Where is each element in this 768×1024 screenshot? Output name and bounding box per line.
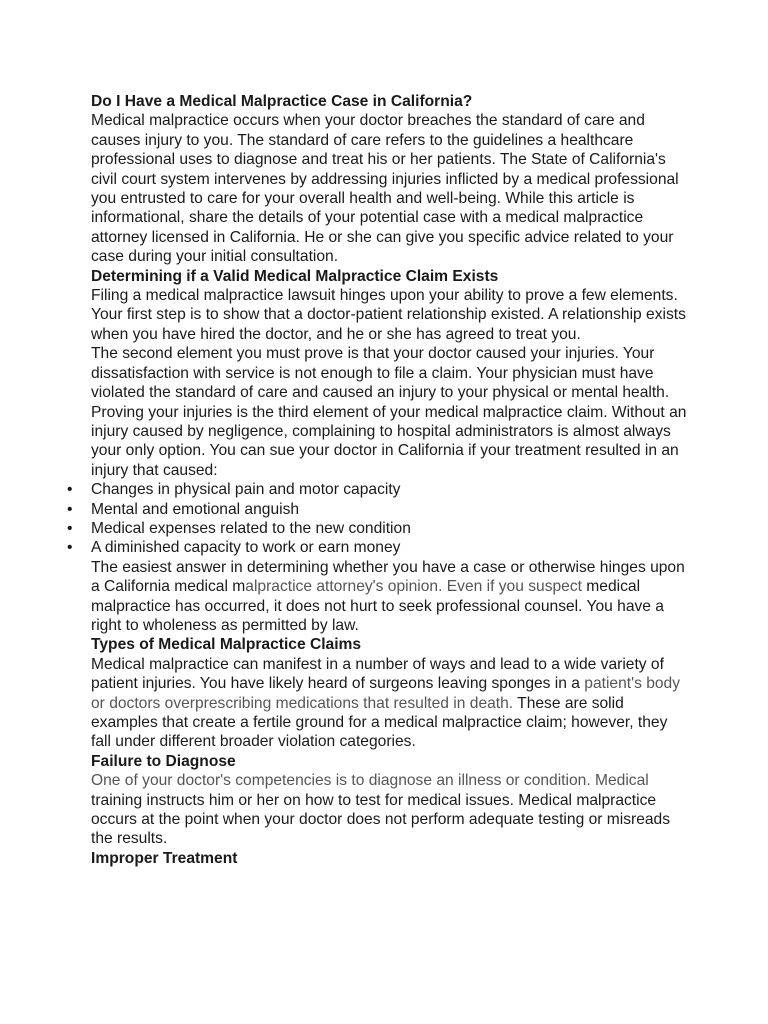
list-item: • Medical expenses related to the new condition: [91, 519, 691, 538]
text-segment-light: One of your doctor's competencies is to diagnose an illness or condition. Medical: [91, 772, 649, 790]
list-item: • A diminished capacity to work or earn money: [91, 538, 691, 557]
document-page: [91, 92, 691, 868]
list-item: • Changes in physical pain and motor capacity: [91, 480, 691, 499]
text-segment-light: patient's body or doctors overprescribing medications that resulted in death.: [91, 675, 681, 712]
paragraph-failure-to-diagnose: [91, 771, 691, 849]
paragraph-first-element: Filing a medical malpractice lawsuit hinges upon your ability to prove a few elements. Your first step is to show that a doctor-patient relationship existed. A relationship exists when you have hired the doctor, and he or she has agreed to treat you.: [91, 287, 686, 343]
injury-list: [91, 480, 691, 558]
paragraph-second-element: The second element you must prove is that your doctor caused your injuries. Your dissatisfaction with service is not enough to file a claim. Your physician must have violated the standard of care and caused an injury to your physical or mental health.: [91, 345, 670, 402]
text-segment: medical malpractice has occurred, it does not hurt to seek professional counsel. You have a right to wholeness as permitted by law.: [91, 578, 664, 634]
paragraph-types: [91, 655, 691, 752]
heading-improper-treatment: Improper Treatment: [91, 849, 238, 867]
text-segment: training instructs him or her on how to test for medical issues. Medical malpractice occurs at the point when your doctor does not perform adequate testing or misreads the results.: [91, 791, 671, 848]
heading-failure-to-diagnose: Failure to Diagnose: [91, 752, 236, 770]
text-segment: The easiest answer in determining whether you have a case or otherwise hinges upon a California medical m: [91, 558, 685, 596]
heading-types-of-claims: Types of Medical Malpractice Claims: [91, 636, 362, 654]
paragraph-intro: Medical malpractice occurs when your doctor breaches the standard of care and causes injury to you. The standard of care refers to the guidelines a healthcare professional uses to diagnose and treat his or her patients. The State of California's civil court system intervenes by addressing injuries inflicted by a medical professional you entrusted to care for your overall health and well-being. While this article is informational, share the details of your potential case with a medical malpractice attorney licensed in California. He or she can give you specific advice related to your case during your initial consultation.: [91, 112, 679, 266]
heading-valid-claim: Determining if a Valid Medical Malpractice Claim Exists: [91, 267, 499, 285]
heading-medical-malpractice-case: Do I Have a Medical Malpractice Case in California?: [91, 93, 473, 110]
paragraph-easiest-answer: [91, 558, 691, 636]
paragraph-third-element: Proving your injuries is the third element of your medical malpractice claim. Without an injury caused by negligence, complaining to hospital administrators is almost always your only option. You can sue your doctor in California if your treatment resulted in an injury that caused:: [91, 403, 687, 479]
text-segment: These are solid examples that create a fertile ground for a medical malpractice claim; however, they fall under different broader violation categories.: [91, 694, 668, 751]
list-item: • Mental and emotional anguish: [91, 500, 691, 519]
text-segment: Medical malpractice can manifest in a number of ways and lead to a wide variety of patient injuries. You have likely heard of surgeons leaving sponges in a: [91, 655, 664, 693]
text-segment-light: alpractice attorney's opinion. Even if you suspect: [245, 578, 582, 596]
